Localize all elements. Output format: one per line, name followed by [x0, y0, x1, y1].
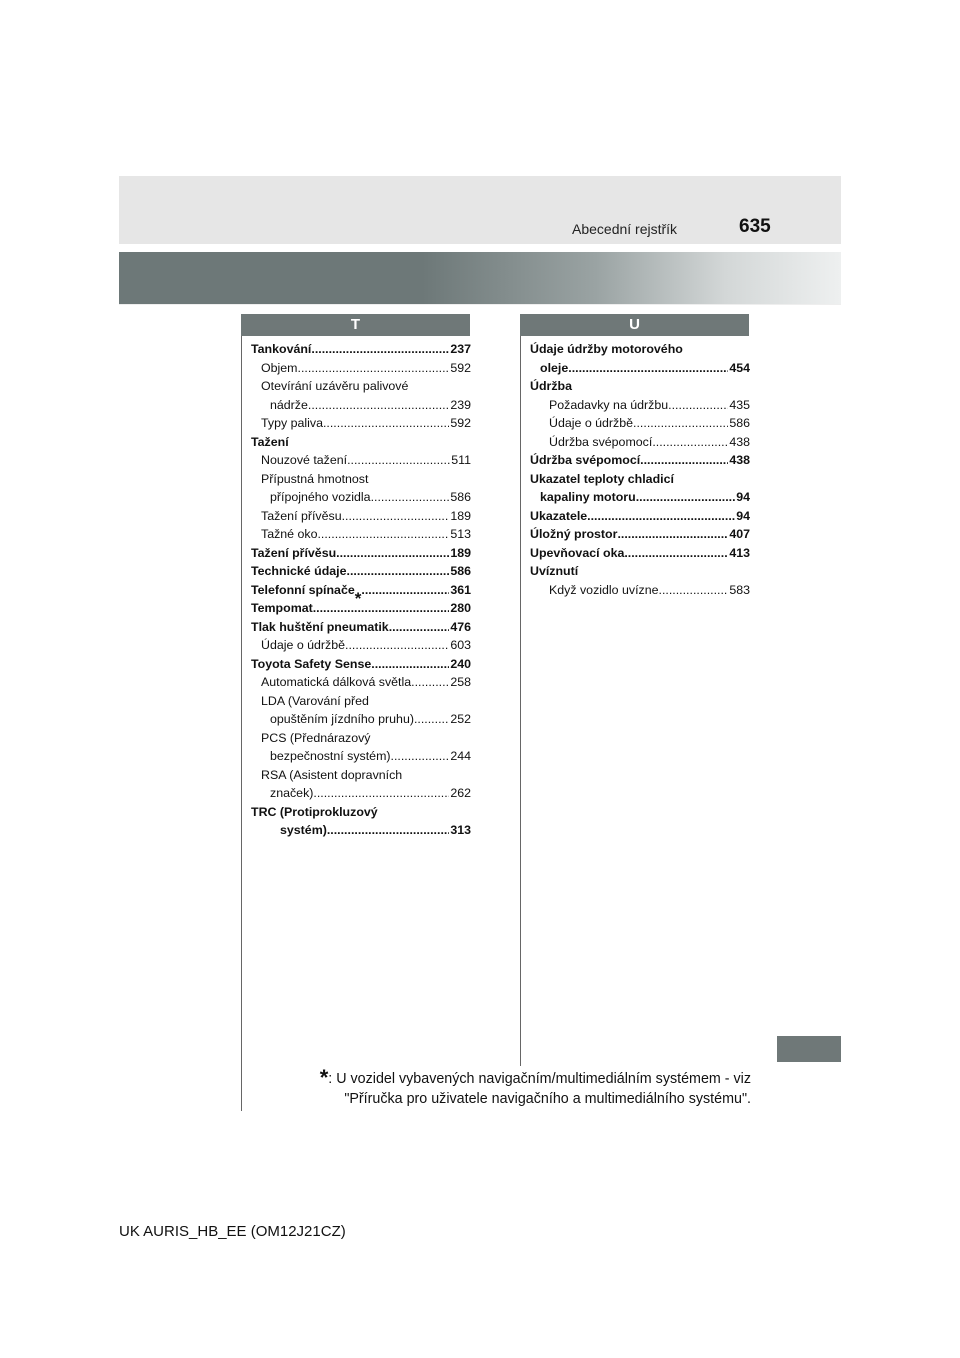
- index-entry: [251, 821, 471, 840]
- index-entry: [251, 692, 471, 711]
- index-entry-page: 244: [450, 749, 471, 763]
- divider: [119, 304, 841, 305]
- index-entry-page: 361: [450, 582, 471, 597]
- dot-leader: [313, 599, 450, 618]
- index-entry-page: 435: [729, 397, 750, 412]
- index-entry-term: Objem: [261, 360, 298, 375]
- dot-leader: [371, 488, 450, 507]
- index-entry-term: kapaliny motoru: [540, 490, 636, 504]
- index-entry: [251, 340, 471, 359]
- index-entry-term: Automatická dálková světla: [261, 675, 412, 689]
- dot-leader: [652, 433, 728, 452]
- index-entry: [251, 618, 471, 637]
- dot-leader: [617, 525, 728, 544]
- dot-leader: [298, 359, 450, 378]
- dot-leader: [361, 581, 449, 600]
- index-entry-page: 454: [729, 360, 750, 375]
- index-entry: [251, 655, 471, 674]
- footnote-line-1: [286, 1065, 751, 1090]
- index-entry: [251, 766, 471, 785]
- dot-leader: [391, 747, 450, 766]
- dot-leader: [568, 359, 728, 378]
- dot-leader: [633, 414, 728, 433]
- dot-leader: [411, 673, 449, 692]
- index-entry-term: Požadavky na údržbu: [549, 397, 669, 412]
- index-entry: [530, 562, 750, 581]
- footnote-line-2: "Příručka pro uživatele navigačního a multimediálního systému".: [344, 1091, 751, 1107]
- dot-leader: [313, 784, 449, 803]
- index-entry: [251, 377, 471, 396]
- index-entry-term: Ukazatele: [530, 508, 588, 523]
- index-entry-term: Tlak huštění pneumatik: [251, 619, 389, 634]
- column-divider-left: [241, 336, 242, 1111]
- index-entry-page: 438: [729, 453, 750, 467]
- index-entry-term: Tažné oko: [261, 527, 318, 541]
- index-entry-page: 94: [736, 508, 750, 523]
- index-entry-page: 476: [450, 619, 471, 634]
- index-entry-term: Úložný prostor: [530, 527, 618, 541]
- index-entry: [251, 599, 471, 618]
- index-entry-term: systém): [280, 823, 327, 837]
- index-entry: [251, 507, 471, 526]
- index-entry-page: 189: [450, 508, 471, 523]
- index-entry-page: 586: [450, 564, 471, 578]
- index-entry-term: Otevírání uzávěru palivové: [261, 379, 409, 393]
- index-entry-term: přípojného vozidla: [270, 490, 371, 504]
- letter-heading-u: U: [520, 314, 749, 336]
- index-entry-term: Uvíznutí: [530, 564, 579, 578]
- dot-leader: [640, 451, 728, 470]
- dot-leader: [587, 507, 735, 526]
- index-entry-page: 413: [729, 545, 750, 560]
- manual-code: UK AURIS_HB_EE (OM12J21CZ): [119, 1223, 346, 1240]
- index-entry-term: Technické údaje: [251, 564, 347, 578]
- index-entry: [251, 433, 471, 452]
- index-entry-page: 603: [450, 638, 471, 652]
- index-entry-term: nádrže: [270, 397, 308, 412]
- index-entry-term: Údaje o údržbě: [549, 416, 634, 430]
- index-entry: [530, 470, 750, 489]
- dot-leader: [311, 340, 449, 359]
- index-entry: [530, 525, 750, 544]
- dot-leader: [327, 821, 449, 840]
- index-entry-page: 592: [450, 360, 471, 375]
- dot-leader: [308, 396, 449, 415]
- index-entry: [530, 396, 750, 415]
- index-entry-page: 252: [450, 712, 471, 726]
- page-number: 635: [739, 216, 771, 237]
- index-entry-page: 237: [450, 342, 471, 356]
- index-entry: [251, 562, 471, 581]
- index-entry: [251, 359, 471, 378]
- index-entry-term: značek): [270, 786, 314, 800]
- index-entry-term: RSA (Asistent dopravních: [261, 767, 403, 782]
- index-entry-term: Údržba: [530, 379, 572, 393]
- dot-leader: [624, 544, 728, 563]
- decorative-gradient-bar: [119, 252, 841, 304]
- index-side-tab: [777, 1036, 841, 1062]
- dot-leader: [336, 544, 449, 563]
- index-entry-term: Tankování: [251, 342, 312, 356]
- dot-leader: [414, 710, 449, 729]
- index-entry-term: LDA (Varování před: [261, 693, 369, 708]
- dot-leader: [317, 525, 449, 544]
- index-entry-page: 262: [450, 786, 471, 800]
- index-entry: [251, 803, 471, 822]
- index-entry-page: 239: [450, 397, 471, 412]
- index-entry-page: 592: [450, 416, 471, 430]
- dot-leader: [371, 655, 449, 674]
- index-entry: [530, 340, 750, 359]
- dot-leader: [347, 562, 450, 581]
- index-entry-page: 586: [729, 416, 750, 430]
- index-entry-page: 511: [451, 453, 471, 467]
- index-entry-term: Údaje o údržbě: [261, 638, 346, 652]
- index-entry-page: 258: [450, 675, 471, 689]
- dot-leader: [636, 488, 736, 507]
- index-entry: [251, 710, 471, 729]
- index-entry-term: PCS (Přednárazový: [261, 730, 371, 745]
- index-entry-page: 586: [450, 490, 471, 504]
- index-entry-term: Když vozidlo uvízne: [549, 582, 659, 597]
- index-entry: [530, 488, 750, 507]
- index-entry-term: Tažení přívěsu: [251, 545, 337, 560]
- index-entry-term: Ukazatel teploty chladicí: [530, 471, 674, 486]
- index-entry: [251, 414, 471, 433]
- index-entry-term: Nouzové tažení: [261, 453, 348, 467]
- index-entry-page: 438: [729, 434, 750, 449]
- index-entry: Telefonní spínače * ..... 361: [251, 581, 471, 600]
- index-entry: [251, 673, 471, 692]
- index-entry: [530, 451, 750, 470]
- index-entry-term: TRC (Protiprokluzový: [251, 804, 378, 819]
- index-entry: [530, 377, 750, 396]
- index-column-t: [251, 340, 471, 840]
- dot-leader: [342, 507, 450, 526]
- index-entry: [251, 636, 471, 655]
- index-entry-term: Tažení: [251, 434, 289, 449]
- index-entry-page: 240: [450, 656, 471, 671]
- dot-leader: [659, 581, 729, 600]
- index-entry: [251, 396, 471, 415]
- index-entry: [251, 488, 471, 507]
- index-entry: [530, 581, 750, 600]
- footnote: [286, 1065, 751, 1109]
- footnote-text-1: : U vozidel vybavených navigačním/multimediálním systémem - viz: [328, 1071, 751, 1087]
- index-entry-term: Údržba svépomocí: [549, 434, 653, 449]
- index-entry-term: Tažení přívěsu: [261, 508, 342, 523]
- index-entry: [530, 507, 750, 526]
- index-entry: [530, 359, 750, 378]
- index-entry-page: 94: [736, 490, 750, 504]
- letter-heading-t: T: [241, 314, 470, 336]
- dot-leader: [345, 636, 449, 655]
- index-entry: [530, 544, 750, 563]
- dot-leader: [389, 618, 450, 637]
- index-entry: [251, 784, 471, 803]
- index-entry-page: 513: [450, 527, 471, 541]
- dot-leader: [323, 414, 449, 433]
- index-entry: [251, 544, 471, 563]
- footnote-star: *: [319, 1065, 329, 1090]
- index-entry: [530, 414, 750, 433]
- index-entry-page: 407: [729, 527, 750, 541]
- index-column-u: [530, 340, 750, 599]
- index-entry: [530, 433, 750, 452]
- index-entry-page: 189: [450, 545, 471, 560]
- index-entry-term: Údaje údržby motorového: [530, 342, 683, 356]
- index-entry-term: Přípustná hmotnost: [261, 471, 369, 486]
- index-entry-term: Typy paliva: [261, 416, 323, 430]
- index-entry-term: bezpečnostní systém): [270, 749, 391, 763]
- index-entry-term: Upevňovací oka: [530, 545, 625, 560]
- index-entry: [251, 470, 471, 489]
- index-entry-term: Tempomat: [251, 601, 313, 615]
- index-entry: [251, 525, 471, 544]
- index-entry: [251, 729, 471, 748]
- dot-leader: [347, 451, 450, 470]
- index-entry-term: Telefonní spínače: [251, 582, 355, 597]
- section-title: Abecední rejstřík: [572, 221, 678, 237]
- index-entry-term: Údržba svépomocí: [530, 453, 641, 467]
- index-entry-term: Toyota Safety Sense: [251, 656, 372, 671]
- index-entry-page: 583: [729, 582, 750, 597]
- dot-leader: [668, 396, 728, 415]
- index-entry-term: oleje: [540, 360, 569, 375]
- index-entry-page: 280: [450, 601, 471, 615]
- index-entry: [251, 747, 471, 766]
- index-entry: [251, 451, 471, 470]
- index-entry-page: 313: [450, 823, 471, 837]
- index-entry-term: opuštěním jízdního pruhu): [270, 712, 414, 726]
- header-band: [119, 176, 841, 244]
- column-divider-middle: [520, 336, 521, 1066]
